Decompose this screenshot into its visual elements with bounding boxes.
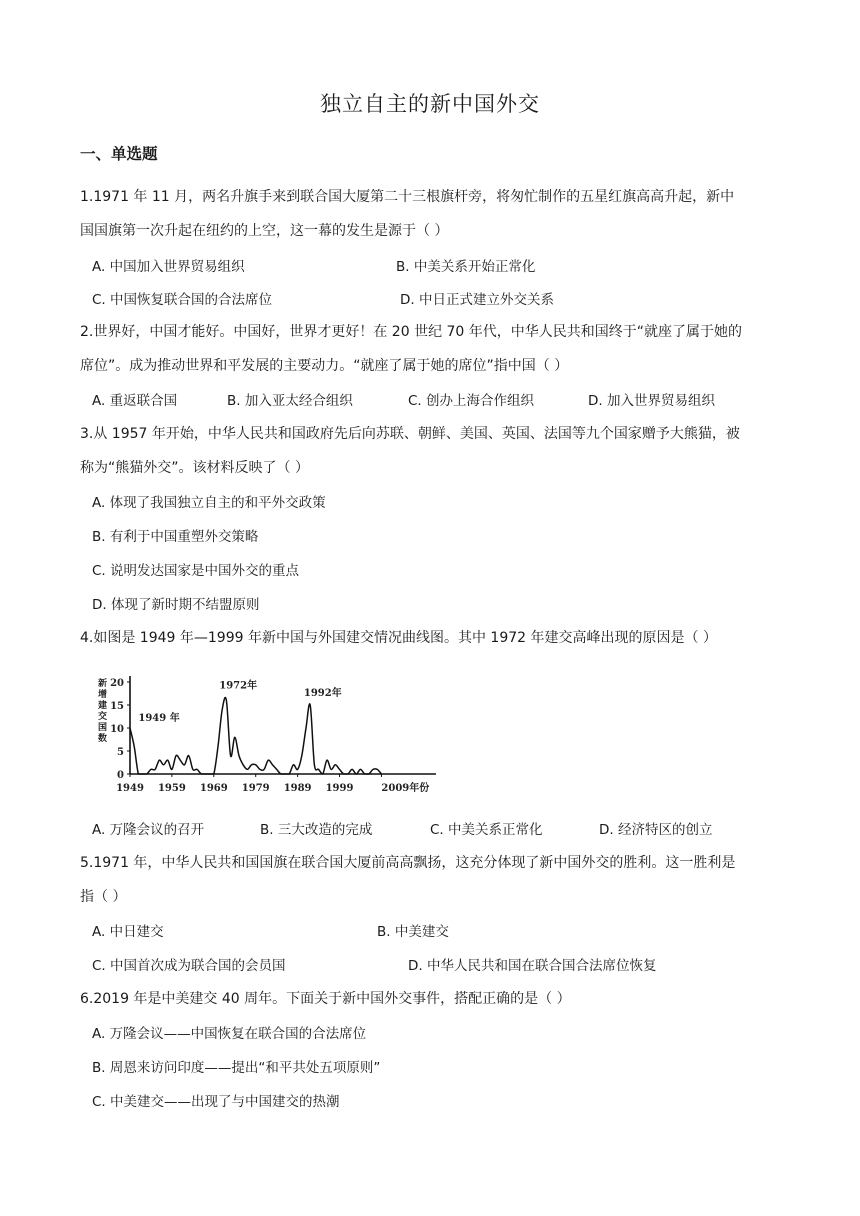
q6-stem-line1: 6.2019 年是中美建交 40 周年。下面关于新中国外交事件，搭配正确的是（ ） bbox=[80, 991, 571, 1007]
document-title: 独立自主的新中国外交 bbox=[320, 92, 540, 116]
y-tick-label: 15 bbox=[110, 701, 124, 712]
q1-option-d: D. 中日正式建立外交关系 bbox=[400, 292, 554, 308]
q2-option-b: B. 加入亚太经合组织 bbox=[227, 393, 353, 409]
q2-option-a: A. 重返联合国 bbox=[92, 393, 178, 409]
q1-stem-line2: 国国旗第一次升起在纽约的上空，这一幕的发生是源于（ ） bbox=[80, 223, 449, 239]
q6-option-c: C. 中美建交——出现了与中国建交的热潮 bbox=[92, 1094, 340, 1110]
diplomacy-line-chart bbox=[84, 668, 444, 798]
x-tick-label: 1949 bbox=[116, 783, 144, 794]
y-axis-label-char: 增 bbox=[98, 690, 108, 700]
q3-option-d: D. 体现了新时期不结盟原则 bbox=[92, 597, 260, 613]
q5-stem-line1: 5.1971 年，中华人民共和国国旗在联合国大厦前高高飘扬，这充分体现了新中国外交的胜利。这一胜利是 bbox=[80, 855, 736, 871]
q6-option-b: B. 周恩来访问印度——提出“和平共处五项原则” bbox=[92, 1060, 381, 1076]
x-tick-label: 1989 bbox=[283, 783, 312, 794]
annotation-1992: 1992年 bbox=[303, 687, 342, 699]
q5-option-c: C. 中国首次成为联合国的会员国 bbox=[92, 958, 286, 974]
q4-option-b: B. 三大改造的完成 bbox=[260, 822, 373, 838]
q1-option-b: B. 中美关系开始正常化 bbox=[396, 259, 536, 275]
q3-stem-line1: 3.从 1957 年开始，中华人民共和国政府先后向苏联、朝鲜、美国、英国、法国等九个国家赠予大熊猫，被 bbox=[80, 426, 740, 442]
q2-option-d: D. 加入世界贸易组织 bbox=[588, 393, 715, 409]
q2-option-c: C. 创办上海合作组织 bbox=[408, 393, 535, 409]
annotation-1972: 1972年 bbox=[219, 680, 258, 692]
q4-stem-line1: 4.如图是 1949 年—1999 年新中国与外国建交情况曲线图。其中 1972 年建交高峰出现的原因是（ ） bbox=[80, 630, 717, 646]
y-axis-label-char: 国 bbox=[98, 723, 108, 733]
q2-stem-line1: 2.世界好，中国才能好。中国好，世界才更好！在 20 世纪 70 年代，中华人民共和国终于“就座了属于她的 bbox=[80, 324, 743, 340]
q5-option-d: D. 中华人民共和国在联合国合法席位恢复 bbox=[408, 958, 657, 974]
q3-stem-line2: 称为“熊猫外交”。该材料反映了（ ） bbox=[80, 460, 309, 476]
y-axis-label-char: 新 bbox=[98, 679, 108, 689]
y-tick-label: 5 bbox=[117, 747, 124, 758]
y-axis-label-char: 数 bbox=[98, 734, 108, 744]
q1-option-c: C. 中国恢复联合国的合法席位 bbox=[92, 292, 273, 308]
q4-option-c: C. 中美关系正常化 bbox=[430, 822, 543, 838]
q1-stem-line1: 1.1971 年 11 月，两名升旗手来到联合国大厦第二十三根旗杆旁，将匆忙制作的五星红旗高高升起，新中 bbox=[80, 189, 735, 205]
x-tick-label: 1969 bbox=[199, 783, 228, 794]
q3-option-b: B. 有利于中国重塑外交策略 bbox=[92, 529, 259, 545]
y-tick-label: 10 bbox=[110, 724, 124, 735]
q3-option-c: C. 说明发达国家是中国外交的重点 bbox=[92, 563, 300, 579]
q5-stem-line2: 指（ ） bbox=[80, 889, 127, 905]
q5-option-a: A. 中日建交 bbox=[92, 924, 164, 940]
q4-option-d: D. 经济特区的创立 bbox=[599, 822, 713, 838]
annotation-1949: 1949 年 bbox=[138, 713, 180, 725]
q5-option-b: B. 中美建交 bbox=[377, 924, 449, 940]
series-line bbox=[130, 698, 381, 774]
q4-option-a: A. 万隆会议的召开 bbox=[92, 822, 205, 838]
x-tick-label: 1979 bbox=[241, 783, 270, 794]
x-tick-label: 1999 bbox=[325, 783, 354, 794]
q6-option-a: A. 万隆会议——中国恢复在联合国的合法席位 bbox=[92, 1026, 367, 1042]
x-tick-label: 1959 bbox=[157, 783, 186, 794]
y-tick-label: 20 bbox=[110, 678, 124, 689]
y-axis-label-char: 建 bbox=[98, 701, 108, 711]
x-tick-label: 2009年份 bbox=[381, 783, 430, 794]
q1-option-a: A. 中国加入世界贸易组织 bbox=[92, 259, 245, 275]
q2-stem-line2: 席位”。成为推动世界和平发展的主要动力。“就座了属于她的席位”指中国（ ） bbox=[80, 358, 569, 374]
q3-option-a: A. 体现了我国独立自主的和平外交政策 bbox=[92, 495, 326, 511]
y-tick-label: 0 bbox=[117, 770, 124, 781]
section-heading: 一、单选题 bbox=[80, 145, 158, 163]
y-axis-label-char: 交 bbox=[98, 712, 108, 722]
